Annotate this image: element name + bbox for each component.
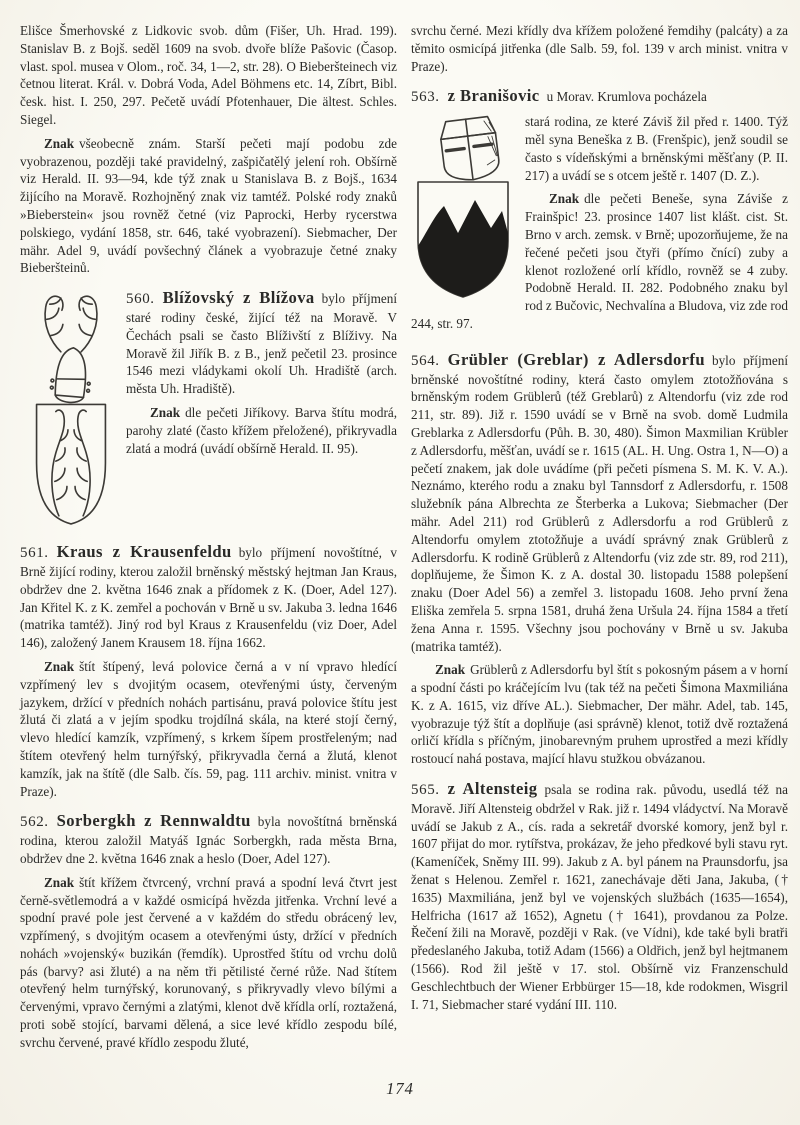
entry-565 bbox=[411, 780, 788, 1013]
blazon-paragraph bbox=[411, 661, 788, 768]
entry-name: Sorbergkh z Rennwaldtu bbox=[56, 811, 251, 831]
entry-name: Blížovský z Blížova bbox=[162, 288, 315, 308]
blazon-text: dle pečeti Jiříkovy. Barva štítu modrá, parohy zlaté (často křížem přeložené), přikryvadla zlatá a modrá (uvádí obšírně Herald. II. 95). bbox=[126, 404, 397, 456]
continuation-paragraph: svrchu černé. Mezi křídly dva křížem položené řemdihy (palcáty) a za těmito osmicípá jitřenka (dle Salb. 59, fol. 139 v arch minist. vnitra v Praze). bbox=[411, 23, 788, 74]
entry-lead: bylo příjmení novoštítné, v Brně žijící rodiny, kterou založil brněnský městský hejtman Jan Kraus, obdržev dne 2. května 1646 znak a přídomek z K. (Doer, Adel 127). Jan Křitel K. z K. zemřel a pochován v Brně u sv. Jakuba 3. ledna 1646 (matrika tamtéž). Jiný rod byl Kraus z Krausenfeldu (viz Doer, Adel 146), založený Janem Krausem 18. října 1662. bbox=[20, 545, 397, 651]
blazon-text: dle pečeti Beneše, syna Záviše z Frainšpic! 23. prosince 1407 list klášt. cist. St. Brno v arch. zemsk. v Brně; upozorňujeme, že na řečené pečeti jsou čtyři (přímo čnící) zuby a klenot rozložené orlí křídlo, rovněž se 4 zuby. Podobně Herald. II. 282. Podobného znaku byl rod z Bučovic, Nechvalína a Bludova, viz zde rod 244, str. 97. bbox=[411, 191, 788, 331]
blazon-paragraph bbox=[20, 658, 397, 800]
entry-number: 560. bbox=[126, 291, 155, 308]
entry-heading bbox=[20, 543, 397, 652]
entry-heading bbox=[20, 812, 397, 867]
blizovsky-coat-of-arms-illustration bbox=[30, 291, 112, 529]
entry-564 bbox=[411, 351, 788, 768]
blazon-label: Znak bbox=[150, 404, 181, 420]
blazon-paragraph-bieberstein bbox=[20, 135, 397, 277]
great-helm-icon bbox=[439, 116, 501, 183]
shield-teeth-icon bbox=[418, 182, 508, 297]
entry-lead: bylo příjmení staré rodiny české, žijící též na Moravě. V Čechách psali se často Blíživští z Blíživy. Na Moravě žil Jiřík B. z B., jenž pečetil 23. prosince 1546 mezi vládykami okolí Uh. Hradiště (arch. města Uh. Hradiště). bbox=[126, 291, 397, 397]
entry-lead: psala se rodina rak. původu, usedlá též na Moravě. Jiří Altensteig obdržel v Rak. již r. 1494 vládyctví. Na Moravě uvádí se Jakub z A., cís. rada a sekretář dvorské komory, jenž byl r. 1607 přijat do mor. rytířstva, prokázav, že jeho předkové byli stavu ryt. (Kameníček, Sněmy III. 99). Jakub z A. byl pánem na Praunsdorfu, jsa ženat s Helenou. Zemřel r. 1621, zanechávaje děti Jana, Jakuba, († 1635) Maxmiliána, jenž byl ve vojenských službách (1635—1654), Helfricha (1617 až 1652), Agnetu († 1641), provdanou za Polze. Řečení žili na Moravě, později v Rak. (ve Vídni), kde také byli bratři předeslaného Jakuba, totiž Adam (1566) a Oldřich, jenž byl hejtmanem (1566). Rod žil ještě v 17. stol. Obšírně viz Franzenschuld Geschlechtbuch der Wiener Erbbürger 15—18, kde rodokmen, Wisgril I. 71, Siebmacher staré vydání III. 110. bbox=[411, 782, 788, 1012]
entry-number: 562. bbox=[20, 814, 49, 831]
branisovic-coat-of-arms-illustration bbox=[413, 115, 513, 305]
left-column bbox=[20, 22, 397, 1058]
blazon-label: Znak bbox=[44, 135, 75, 151]
entry-563 bbox=[411, 87, 788, 338]
blazon-text: štít křížem čtvrcený, vrchní pravá a spodní levá čtvrt jest černě-světlemodrá a v každé osmicípá hvězda jitřenka. Vrchní levé a spodní pravé pole jest červené a v každém do středu obrácený lev, vzpřímený, s dvojitým ocasem a otevřenými ústy, držící v předních nohách »vojenský« buzikán (řemdík). Uprostřed štítu od vrchu dolů pás (barvy? asi žluté) a na něm tři pětilisté černé růže. Nad štítem otevřený helm turnýřský, korunovaný, s přikryvadly vlevo bílými a červenými, vpravo černými a zlatými, klenot dvě křídla orlí, roztažená, proti sobě stojící, barvami dělená, a sice levé křídlo zespodu bílé, svrchu červené, pravé křídlo zespodu žluté, bbox=[20, 874, 397, 1050]
entry-heading bbox=[411, 351, 788, 656]
entry-heading bbox=[411, 87, 788, 107]
entry-number: 565. bbox=[411, 782, 440, 799]
continuation-paragraph: Elišce Šmerhovské z Lidkovic svob. dům (Fišer, Uh. Hrad. 199). Stanislav B. z Bojš. seděl 1609 na svob. dvoře blíže Pašovic (Časop. vlast. spol. musea v Olom., roč. 34, 1—2, str. 28). O Bieberšteinech viz četnou literat. Král. v. Dobrá Voda, Adel Böhmens etc. 14, Zíbrt, Bibl. česk. hist. I. 250, 297. Pečetě uvádí Pfotenhauer, Die ältest. Schles. Siegel. bbox=[20, 23, 397, 127]
blazon-paragraph bbox=[20, 874, 397, 1052]
blazon-label: Znak bbox=[549, 191, 580, 207]
entry-562 bbox=[20, 812, 397, 1051]
entry-lead-continued: stará rodina, ze které Záviš žil před r. 1400. Týž měl syna Beneška z B. (Frenšpic), jenž soudil se často s vídeňskými a brněnskými měšťany (P. II. 217) a uvádí se s otcem ještě r. 1407 (D. Z.). bbox=[525, 114, 788, 183]
entry-name: z Altensteig bbox=[447, 779, 538, 799]
entry-lead: u Morav. Krumlova pocházela bbox=[546, 89, 707, 105]
blazon-text: všeobecně znám. Starší pečeti mají podobu zde vyobrazenou, později také pravidelný, zašpičatělý jelení roh. Obšírně viz Herald. II. 93—94, kde týž znak u Stanislava B. z Bojš., 1634 žijícího na Moravě. Rozhojněný znak viz tamtéž. Polské rody znaků »Bieberstein« jsou rovněž četné (viz Paprocki, Herby rycerstwa polskiego, vydání 1858, str. 646, také vyobrazení). Siebmacher, Der mähr. Adel 9, uvádí povšechný článek a vyobrazuje četné znaky Bieberšteinů. bbox=[20, 135, 397, 276]
entry-heading bbox=[411, 780, 788, 1013]
entry-lead: byla novoštítná brněnská rodina, kterou založil Matyáš Ignác Sorbergkh, rada města Brna, obdržev dne 2. května 1646 znak a heslo (Doer, Adel 127). bbox=[20, 814, 397, 866]
blazon-text: štít štípený, levá polovice černá a v ní vpravo hledící vzpřímený lev s dvojitým ocasem, otevřenými ústy, červeným jazykem, držící v předních nohách partisánu, pravá polovice štítu jest žlutá či zlatá a v jejím spodku trojdílná skála, na které stojí černý, vlevo hledící kamzík, vzpřímený, s krkem šípem prostřeleným; nad štítem otevřený helm turnýřský, přikryvadla černá a žlutá, klenot kamzík, jak na štítě (dle Salb. čís. 59, pag. 111 archiv. minist. vnitra v Praze). bbox=[20, 658, 397, 799]
entry-lead: bylo příjmení brněnské novoštítné rodiny, která často omylem ztotožňována s brněnským rodem Grüblerů (též Greblarů) z Altendorfu (viz zde rod 211, str. 89). Již r. 1590 uvádí se v Brně na svob. domě Ludmila Greblarka z Adlersdorfu (Půh. B. 30, 480). Šimon Maxmilian Krübler z Adlersdorfu, měšťan, uvádí se r. 1615 (AL. H. Ung. Ostra 1, N—O) a pečetí znakem, jak dole uvádíme (při pečeti písmena S. M. K. V. A.). Neznámo, kterého rodu a znaku byl Tannsdorf z Adlersdorfu, r. 1508 služebník pána Albrechta ze Šterberka a Lukova; Siebmacher (Der mähr. Adel 211) rod Grüblerů z Adlersdorfu a rod Grüblerů z Altendorfu omylem ztotožňuje a uvádí správný znak Grüblerů z Adlersdorfu. K rodině Grüblerů z Altendorfu (viz zde str. 89, rod 211), doplňujeme, že Šimon K. z A. dostal 30. listopadu 1588 polepšení znaku (Doer Adel 56) a zemřel 3. listopadu 1608. Jeho první žena Eliška zemřela 5. srpna 1581, druhá žena Uršula 24. října 1584 a třetí žena Anna r. 1595. Všechny jsou pochovány v Brně u sv. Jakuba (matrika tamtéž). bbox=[411, 352, 788, 654]
entry-560 bbox=[20, 289, 397, 531]
entry-561 bbox=[20, 543, 397, 800]
entry-name: Grübler (Greblar) z Adlersdorfu bbox=[447, 349, 705, 369]
page-number: 174 bbox=[386, 1079, 414, 1098]
antler-crest-icon bbox=[45, 296, 97, 352]
shield-antlers-icon bbox=[37, 405, 106, 525]
entry-number: 563. bbox=[411, 89, 440, 106]
blazon-label: Znak bbox=[44, 658, 75, 674]
entry-name: Kraus z Krausenfeldu bbox=[56, 542, 232, 562]
blazon-label: Znak bbox=[435, 662, 466, 678]
blazon-text: Grüblerů z Adlersdorfu byl štít s pokosným pásem a v horní a spodní části po kráčejícím lvu (tak též na pečeti Šimona Maxmiliána K. z A. 1615, viz dříve AL.). Siebmacher, Der mähr. Adel, tab. 145, vyobrazuje týž štít a doplňuje (asi správně) klenot, totiž dvě roztažená orličí křídla s příčným, jinobarevným pruhem uprostřed a mezi křídly rostoucí nahá postava, mající hlavu stužkou obvázanou. bbox=[411, 662, 788, 767]
helm-icon bbox=[49, 346, 93, 404]
entry-number: 564. bbox=[411, 352, 440, 369]
blazon-label: Znak bbox=[44, 874, 75, 890]
entry-name: z Branišovic bbox=[447, 86, 540, 106]
right-column bbox=[411, 22, 788, 1058]
entry-number: 561. bbox=[20, 545, 49, 562]
